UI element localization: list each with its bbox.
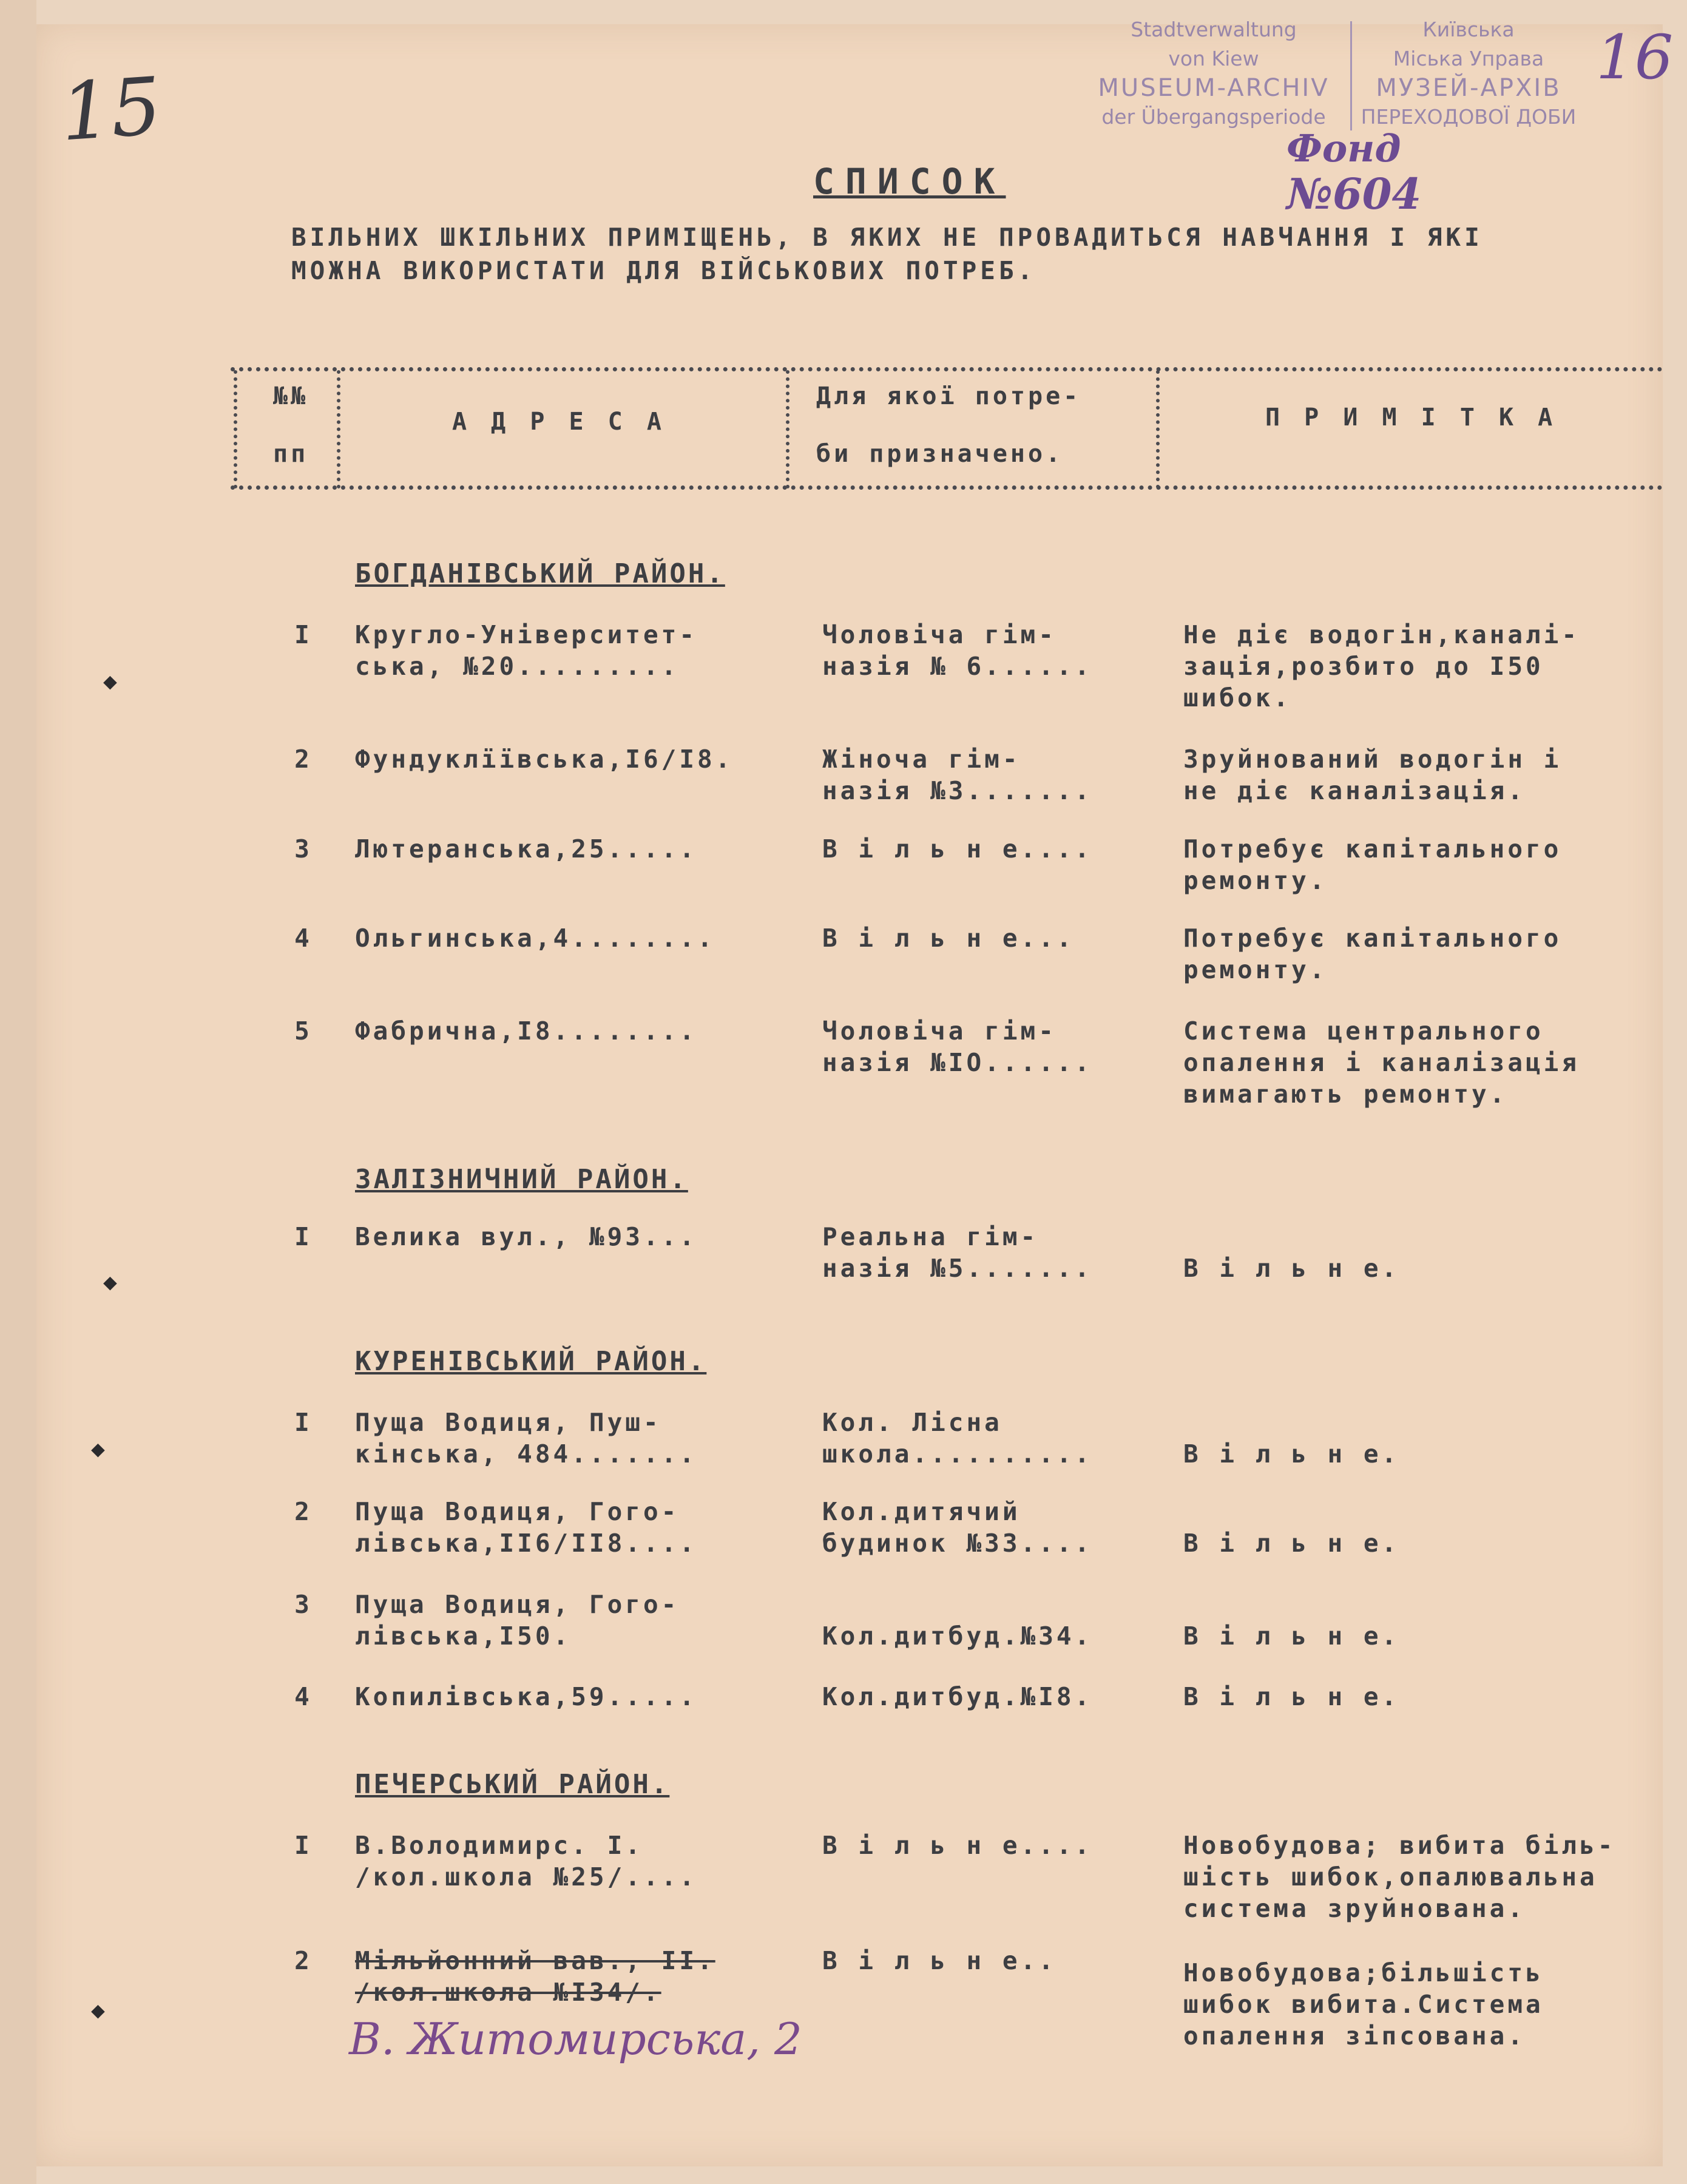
header-col-rule [337, 370, 340, 489]
binding-mark: ◆ [91, 1996, 105, 2023]
row-address: Кругло-Університет- ська, №20......... [355, 620, 697, 681]
row-number: 3 [294, 834, 313, 864]
row-note: Не діє водогін,каналі- зація,розбито до І50 шибок. [1183, 620, 1580, 712]
row-address: Лютеранська,25..... [355, 834, 697, 864]
row-address: Фундуклїївська,І6/І8. [355, 745, 734, 774]
row-note: Потребує капітального ремонту. [1183, 924, 1562, 984]
page-number: 16 [1596, 22, 1674, 93]
row-address: Пуща Водиця, Гого- лівська,І50. [355, 1590, 680, 1651]
district-heading: БОГДАНІВСЬКИЙ РАЙОН. [355, 558, 725, 589]
row-purpose: В і л ь н е.... [822, 1831, 1093, 1860]
header-address: А Д Р Е С А [452, 408, 666, 436]
row-number: 2 [294, 745, 313, 774]
district-heading: ПЕЧЕРСЬКИЙ РАЙОН. [355, 1769, 670, 1800]
stamp-line: ПЕРЕХОДОВОЇ ДОБИ [1361, 105, 1577, 129]
header-col-rule [234, 370, 237, 489]
header-col-rule [1156, 370, 1160, 489]
row-purpose: Кол.дитбуд.№34. [822, 1621, 1093, 1651]
row-purpose: Чоловіча гім- назія № 6...... [822, 620, 1093, 681]
row-address: В.Володимирс. І. /кол.школа №25/.... [355, 1831, 697, 1892]
row-purpose: Реальна гім- назія №5....... [822, 1222, 1093, 1283]
handwritten-address-correction: В. Житомирська, 2 [349, 2013, 802, 2064]
fond-number: №604 [1286, 169, 1422, 219]
row-note: Зруйнований водогін і не діє каналізація. [1183, 745, 1562, 805]
header-purpose-line2: би призначено. [816, 440, 1064, 468]
row-note: В і л ь н е. [1183, 1254, 1400, 1283]
stamp-ukrainian [1341, 15, 1596, 132]
stamp-line: Stadtverwaltung [1131, 18, 1297, 41]
row-purpose: Жіноча гім- назія №3....... [822, 745, 1093, 805]
stamp-line: Міська Управа [1393, 47, 1544, 70]
row-purpose: В і л ь н е... [822, 924, 1075, 953]
header-num-line1: №№ [273, 382, 309, 410]
row-purpose: В і л ь н е.... [822, 834, 1093, 864]
row-address: Ольгинська,4........ [355, 924, 715, 953]
header-top-rule [231, 367, 1663, 371]
row-address: Пуща Водиця, Пуш- кінська, 484....... [355, 1408, 697, 1469]
row-note: Новобудова;більшість шибок вибита.Система опалення зіпсована. [1183, 1958, 1544, 2050]
row-address: Пуща Водиця, Гого- лівська,ІІ6/ІІ8.... [355, 1497, 697, 1558]
row-note: Система центрального опалення і каналізація вимагають ремонту. [1183, 1016, 1580, 1109]
header-purpose-line1: Для якої потре- [816, 382, 1081, 410]
row-purpose: Кол.дитбуд.№І8. [822, 1682, 1093, 1711]
document-title: СПИСОК [813, 161, 1006, 202]
row-note: В і л ь н е. [1183, 1621, 1400, 1651]
left-margin-mark: 15 [57, 59, 164, 159]
stamp-german [1086, 15, 1341, 132]
row-number: 3 [294, 1590, 313, 1619]
stamp-line: МУЗЕЙ-АРХІВ [1376, 74, 1561, 102]
archive-stamp [1074, 15, 1590, 140]
row-number: 2 [294, 1946, 313, 1975]
binding-mark: ◆ [103, 668, 117, 694]
header-bottom-rule [231, 485, 1663, 490]
row-number: 2 [294, 1497, 313, 1526]
binding-mark: ◆ [91, 1435, 105, 1462]
row-number: I [294, 1408, 313, 1437]
header-col-rule [786, 370, 789, 489]
header-num-line2: пп [273, 440, 309, 468]
stamp-line: MUSEUM-ARCHIV [1098, 74, 1330, 102]
stamp-line: der Übergangsperiode [1101, 105, 1326, 129]
row-number: I [294, 1831, 313, 1860]
row-purpose: Кол.дитячий будинок №33.... [822, 1497, 1093, 1558]
row-note: В і л ь н е. [1183, 1439, 1400, 1469]
row-note: В і л ь н е. [1183, 1682, 1400, 1711]
document-subtitle-line1: ВІЛЬНИХ ШКІЛЬНИХ ПРИМІЩЕНЬ, В ЯКИХ НЕ ПРОВАДИТЬСЯ НАВЧАННЯ І ЯКІ [291, 223, 1483, 252]
row-address: Копилівська,59..... [355, 1682, 697, 1711]
stamp-line: Київська [1422, 18, 1515, 41]
row-purpose: Чоловіча гім- назія №ІО...... [822, 1016, 1093, 1077]
document-subtitle-line2: МОЖНА ВИКОРИСТАТИ ДЛЯ ВІЙСЬКОВИХ ПОТРЕБ. [291, 256, 1036, 285]
stamp-line: von Kiew [1168, 47, 1259, 70]
row-number: 5 [294, 1016, 313, 1046]
row-address: Фабрична,І8........ [355, 1016, 697, 1046]
row-address: Велика вул., №93... [355, 1222, 697, 1251]
row-purpose: Кол. Лісна школа.......... [822, 1408, 1093, 1469]
scan-border [0, 0, 36, 2184]
binding-mark: ◆ [103, 1268, 117, 1295]
fond-label: Фонд [1286, 126, 1401, 171]
row-number: 4 [294, 924, 313, 953]
district-heading: КУРЕНІВСЬКИЙ РАЙОН. [355, 1346, 707, 1377]
row-number: I [294, 1222, 313, 1251]
row-purpose: В і л ь н е.. [822, 1946, 1056, 1975]
row-address: Мільйонний вав., ІІ. /кол.школа №І34/. [355, 1946, 715, 2007]
row-number: 4 [294, 1682, 313, 1711]
row-number: I [294, 620, 313, 649]
row-note: Новобудова; вибита біль- шість шибок,опалювальна система зруйнована. [1183, 1831, 1616, 1923]
district-heading: ЗАЛІЗНИЧНИЙ РАЙОН. [355, 1164, 688, 1195]
header-note: П Р И М І Т К А [1265, 404, 1558, 431]
row-note: Потребує капітального ремонту. [1183, 834, 1562, 895]
row-note: В і л ь н е. [1183, 1529, 1400, 1558]
